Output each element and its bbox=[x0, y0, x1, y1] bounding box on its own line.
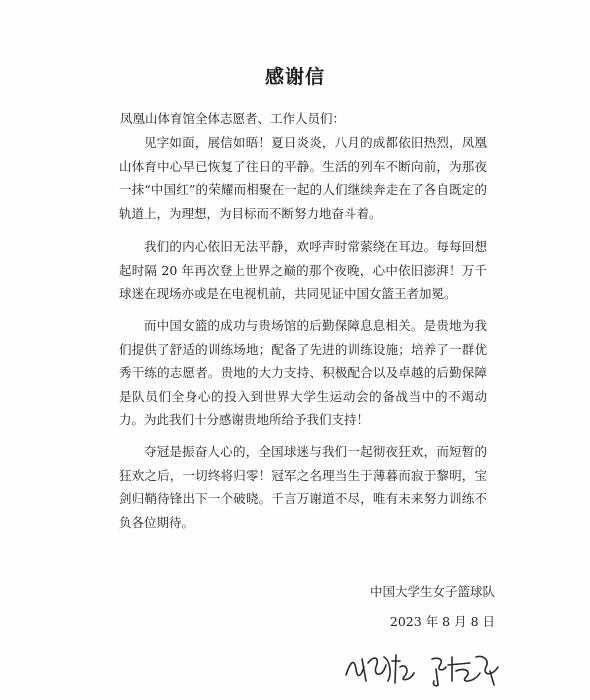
letter-date: 2023 年 8 月 8 日 bbox=[389, 614, 495, 629]
paragraph-4: 夺冠是振奋人心的，全国球迷与我们一起彻夜狂欢，而短暂的狂欢之后，一切终将归零！冠军之名理当生于薄暮而寂于黎明，宝剑归鞘待锋出下一个破晓。千言万谢道不尽，唯有未来努力训练不负各位期待。 bbox=[119, 444, 487, 530]
handwritten-signature bbox=[340, 645, 515, 690]
signer-name: 中国大学生女子篮球队 bbox=[369, 584, 495, 599]
salutation: 凤凰山体育馆全体志愿者、工作人员们： bbox=[120, 111, 346, 126]
letter-title: 感谢信 bbox=[264, 66, 325, 88]
paragraph-2: 我们的内心依旧无法平静，欢呼声时常萦绕在耳边。每每回想起时隔 20 年再次登上世界之巅的那个夜晚，心中依旧澎湃！万千球迷在现场亦或是在电视机前，共同见证中国女篮王者加冕。 bbox=[119, 239, 487, 302]
paragraph-1: 见字如面，展信如晤！夏日炎炎，八月的成都依旧热烈，凤凰山体育中心早已恢复了往日的平静。生活的列车不断向前，为那夜一抹“中国红”的荣耀而相聚在一起的人们继续奔走在了各自既定的轨道上，为理想，为目标而不断努力地奋斗着。 bbox=[119, 135, 487, 221]
paragraph-3: 而中国女篮的成功与贵场馆的后勤保障息息相关。是贵地为我们提供了舒适的训练场地；配备了先进的训练设施；培养了一群优秀干练的志愿者。贵地的大力支持、积极配合以及卓越的后勤保障是队员们全身心的投入到世界大学生运动会的备战当中的不竭动力。为此我们十分感谢贵地所给予我们支持！ bbox=[119, 318, 487, 428]
